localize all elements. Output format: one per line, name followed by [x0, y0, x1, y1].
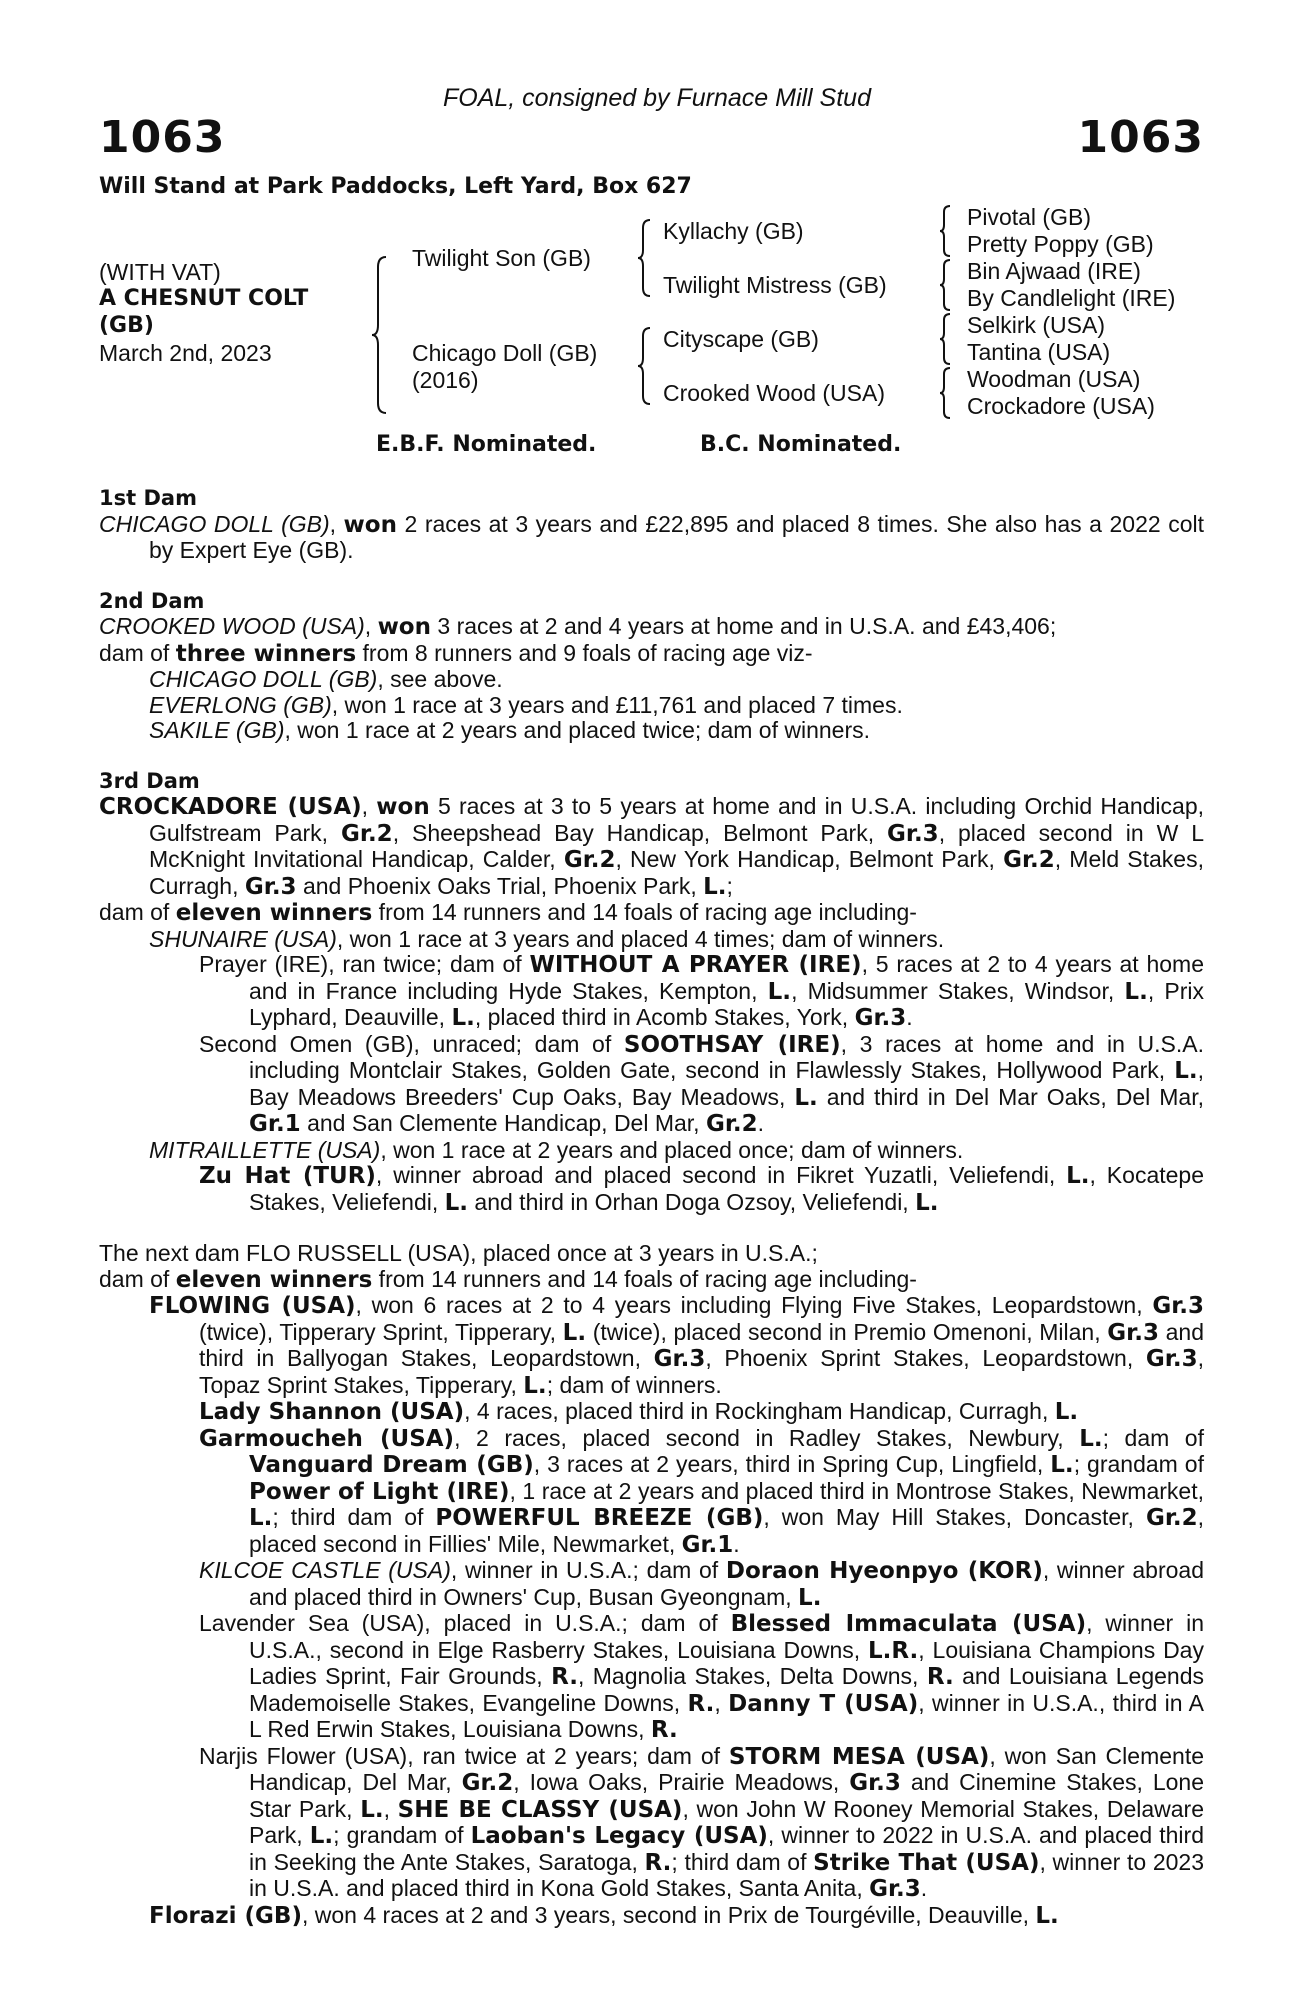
pedigree-brace-g3-4: [938, 366, 954, 420]
gen3-5: Selkirk (USA): [967, 312, 1106, 338]
produce-chicago-doll: CHICAGO DOLL (GB), see above.: [149, 666, 503, 692]
produce-flowing: FLOWING (USA), won 6 races at 2 to 4 years including Flying Five Stakes, Leopardstown, Gr.3 (twice), Tipperary Sprint, Tipperary, L. (twice), placed second in Premio Omenoni, Milan, Gr.3 and third in Ballyogan Stakes, Leopardstown, Gr.3, Phoenix Sprint Stakes, Leopardstown, Gr.3, Topaz Sprint Stakes, Tipperary, L.; dam of winners.: [149, 1292, 1204, 1399]
pedigree-brace-g3-2: [938, 258, 954, 312]
produce-lavender-sea: Lavender Sea (USA), placed in U.S.A.; dam of Blessed Immaculata (USA), winner in U.S.A., second in Elge Rasberry Stakes, Louisiana Downs, L.R., Louisiana Champions Day Ladies Sprint, Fair Grounds, R., Magnolia Stakes, Delta Downs, R. and Louisiana Legends Mademoiselle Stakes, Evangeline Downs, R., Danny T (USA), winner in U.S.A., third in A L Red Erwin Stakes, Louisiana Downs, R.: [199, 1610, 1204, 1743]
dam-year: (2016): [412, 367, 479, 393]
gen3-8: Crockadore (USA): [967, 393, 1155, 419]
gen3-2: Pretty Poppy (GB): [967, 231, 1154, 257]
gen3-4: By Candlelight (IRE): [967, 285, 1176, 311]
subject-name: A CHESNUT COLT: [99, 286, 309, 311]
gen3-7: Woodman (USA): [967, 366, 1141, 392]
produce-mitraillette: MITRAILLETTE (USA), won 1 race at 2 years and placed once; dam of winners.: [149, 1136, 964, 1163]
pedigree-brace-dam: [636, 326, 654, 406]
produce-kilcoe-castle: KILCOE CASTLE (USA), winner in U.S.A.; dam of Doraon Hyeonpyo (KOR), winner abroad and placed third in Owners' Cup, Busan Gyeongnam, L.: [199, 1557, 1204, 1611]
produce-second-omen: Second Omen (GB), unraced; dam of SOOTHSAY (IRE), 3 races at home and in U.S.A. including Montclair Stakes, Golden Gate, second in Flawlessly Stakes, Hollywood Park, L., Bay Meadows Breeders' Cup Oaks, Bay Meadows, L. and third in Del Mar Oaks, Del Mar, Gr.1 and San Clemente Handicap, Del Mar, Gr.2.: [199, 1030, 1204, 1137]
produce-sakile: SAKILE (GB), won 1 race at 2 years and placed twice; dam of winners.: [149, 717, 871, 743]
produce-narjis-flower: Narjis Flower (USA), ran twice at 2 years; dam of STORM MESA (USA), won San Clemente Handicap, Del Mar, Gr.2, Iowa Oaks, Prairie Meadows, Gr.3 and Cinemine Stakes, Lone Star Park, L., SHE BE CLASSY (USA), won John W Rooney Memorial Stakes, Delaware Park, L.; grandam of Laoban's Legacy (USA), winner to 2022 in U.S.A. and placed third in Seeking the Ante Stakes, Saratoga, R.; third dam of Strike That (USA), winner to 2023 in U.S.A. and placed third in Kona Gold Stakes, Santa Anita, Gr.3.: [199, 1742, 1204, 1902]
second-dam-produce-intro: dam of three winners from 8 runners and 9 foals of racing age viz-: [99, 639, 813, 667]
lot-number-left: 1063: [99, 112, 226, 163]
subject-name-country: (GB): [99, 313, 154, 338]
produce-shunaire: SHUNAIRE (USA), won 1 race at 3 years and placed 4 times; dam of winners.: [149, 925, 945, 952]
pedigree-brace-g3-1: [938, 204, 954, 258]
third-dam-paragraph: CROCKADORE (USA), won 5 races at 3 to 5 years at home and in U.S.A. including Orchid Handicap, Gulfstream Park, Gr.2, Sheepshead Bay Handicap, Belmont Park, Gr.3, placed second in W L McKnight Invitational Handicap, Calder, Gr.2, New York Handicap, Belmont Park, Gr.2, Meld Stakes, Curragh, Gr.3 and Phoenix Oaks Trial, Phoenix Park, L.;: [99, 793, 1204, 900]
vat-note: (WITH VAT): [99, 259, 221, 285]
produce-prayer: Prayer (IRE), ran twice; dam of WITHOUT A PRAYER (IRE), 5 races at 2 to 4 years at home and in France including Hyde Stakes, Kempton, L., Midsummer Stakes, Windsor, L., Prix Lyphard, Deauville, L., placed third in Acomb Stakes, York, Gr.3.: [199, 951, 1205, 1031]
second-dam-paragraph: CROOKED WOOD (USA), won 3 races at 2 and 4 years at home and in U.S.A. and £43,406;: [99, 613, 1057, 640]
ebf-nomination: E.B.F. Nominated.: [376, 432, 597, 457]
next-dam-intro: The next dam FLO RUSSELL (USA), placed once at 3 years in U.S.A.;: [99, 1240, 818, 1266]
dam-sire: Cityscape (GB): [663, 326, 819, 352]
stand-location: Will Stand at Park Paddocks, Left Yard, Box 627: [99, 174, 692, 199]
first-dam-title: 1st Dam: [99, 486, 197, 510]
produce-everlong: EVERLONG (GB), won 1 race at 3 years and £11,761 and placed 7 times.: [149, 691, 903, 718]
bc-nomination: B.C. Nominated.: [700, 432, 902, 457]
produce-record: [99, 486, 1204, 1929]
produce-garmoucheh: Garmoucheh (USA), 2 races, placed second in Radley Stakes, Newbury, L.; dam of Vanguard Dream (GB), 3 races at 2 years, third in Spring Cup, Lingfield, L.; grandam of Power of Light (IRE), 1 race at 2 years and placed third in Montrose Stakes, Newmarket, L.; third dam of POWERFUL BREEZE (GB), won May Hill Stakes, Doncaster, Gr.2, placed second in Fillies' Mile, Newmarket, Gr.1.: [199, 1424, 1205, 1558]
pedigree-brace-sire: [636, 218, 654, 298]
consignor-line: FOAL, consigned by Furnace Mill Stud: [443, 84, 871, 112]
produce-lady-shannon: Lady Shannon (USA), 4 races, placed third in Rockingham Handicap, Curragh, L.: [199, 1398, 1079, 1425]
third-dam-title: 3rd Dam: [99, 768, 200, 793]
next-dam-produce-intro: dam of eleven winners from 14 runners and 14 foals of racing age including-: [99, 1265, 917, 1293]
pedigree-brace-gen1: [370, 255, 390, 415]
first-dam-paragraph: CHICAGO DOLL (GB), won 2 races at 3 years and £22,895 and placed 8 times. She also has a 2022 colt by Expert Eye (GB).: [99, 510, 1204, 563]
sire-dam: Twilight Mistress (GB): [663, 272, 887, 298]
gen3-6: Tantina (USA): [967, 339, 1111, 365]
sire: Twilight Son (GB): [412, 245, 591, 271]
foaling-date: March 2nd, 2023: [99, 340, 272, 366]
gen3-1: Pivotal (GB): [967, 204, 1091, 230]
pedigree-brace-g3-3: [938, 312, 954, 366]
third-dam-produce-intro: dam of eleven winners from 14 runners and 14 foals of racing age including-: [99, 899, 917, 926]
second-dam-title: 2nd Dam: [99, 588, 205, 613]
produce-zu-hat: Zu Hat (TUR), winner abroad and placed second in Fikret Yuzatli, Veliefendi, L., Kocatepe Stakes, Veliefendi, L. and third in Orhan Doga Ozsoy, Veliefendi, L.: [199, 1162, 1204, 1216]
sire-sire: Kyllachy (GB): [663, 218, 804, 244]
lot-number-right: 1063: [1077, 112, 1204, 163]
dam: Chicago Doll (GB): [412, 340, 598, 366]
produce-florazi: Florazi (GB), won 4 races at 2 and 3 years, second in Prix de Tourgéville, Deauville, L.: [149, 1901, 1059, 1929]
gen3-3: Bin Ajwaad (IRE): [967, 258, 1141, 284]
dam-dam: Crooked Wood (USA): [663, 380, 885, 406]
